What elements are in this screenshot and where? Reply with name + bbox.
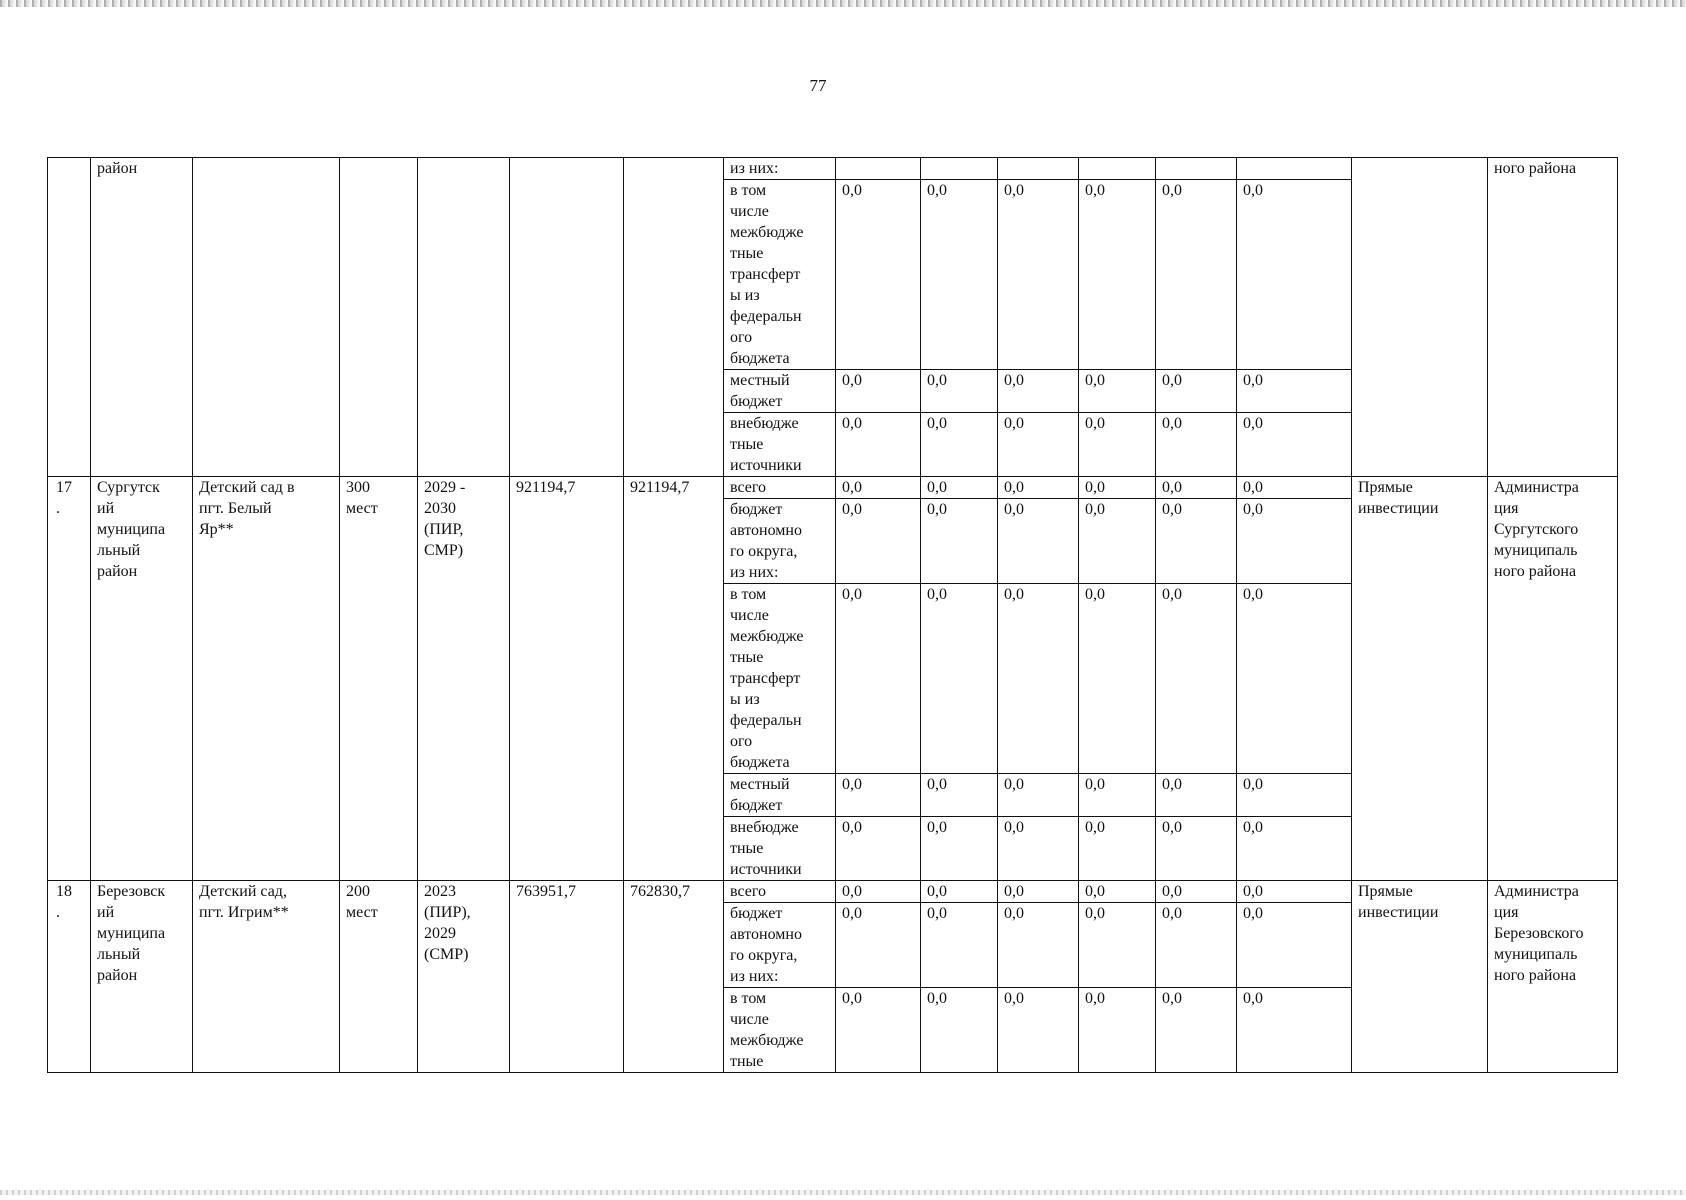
amount-cell: 0,0 [921,774,998,817]
amount-cell: 0,0 [1156,903,1237,988]
object-cell: Детский сад, пгт. Игрим** [193,881,340,1073]
capacity-cell: 200 мест [340,881,418,1073]
investment-table [47,157,1618,1073]
funding-source-cell: местный бюджет [724,774,836,817]
amount-cell: 0,0 [998,584,1079,774]
period-cell: 2023 (ПИР), 2029 (СМР) [418,881,510,1073]
table-row [48,881,1618,903]
period-cell [418,158,510,477]
amount-cell [921,158,998,180]
amount-cell: 0,0 [1237,370,1352,413]
amount-cell: 0,0 [998,370,1079,413]
amount-cell: 0,0 [836,903,921,988]
amount-cell: 0,0 [1156,881,1237,903]
amount-cell: 0,0 [1156,180,1237,370]
cost-remaining-cell: 921194,7 [624,477,724,881]
funding-source-cell: всего [724,477,836,499]
amount-cell: 0,0 [921,903,998,988]
amount-cell: 0,0 [1079,180,1156,370]
amount-cell: 0,0 [836,584,921,774]
capacity-cell [340,158,418,477]
amount-cell: 0,0 [1237,499,1352,584]
amount-cell: 0,0 [836,988,921,1073]
amount-cell: 0,0 [921,881,998,903]
amount-cell: 0,0 [921,988,998,1073]
table-row [48,477,1618,499]
amount-cell [836,158,921,180]
row-number: 18 . [48,881,91,1073]
scan-edge-bottom [0,1190,1686,1195]
amount-cell: 0,0 [836,413,921,477]
amount-cell: 0,0 [1079,370,1156,413]
amount-cell [1079,158,1156,180]
period-cell: 2029 - 2030 (ПИР, СМР) [418,477,510,881]
object-cell: Детский сад в пгт. Белый Яр** [193,477,340,881]
cost-total-cell [510,158,624,477]
amount-cell: 0,0 [1237,881,1352,903]
amount-cell: 0,0 [1079,817,1156,881]
funding-source-cell: внебюдже тные источники [724,413,836,477]
responsible-cell: Администра ция Сургутского муниципаль ного района [1488,477,1618,881]
municipality-cell: Березовск ий муниципа льный район [91,881,193,1073]
amount-cell: 0,0 [998,817,1079,881]
amount-cell: 0,0 [836,817,921,881]
amount-cell: 0,0 [1156,370,1237,413]
amount-cell: 0,0 [1156,774,1237,817]
responsible-cell: ного района [1488,158,1618,477]
amount-cell: 0,0 [1237,584,1352,774]
amount-cell: 0,0 [836,774,921,817]
amount-cell: 0,0 [921,370,998,413]
funding-source-cell: в том числе межбюдже тные трансферт ы из федеральн ого бюджета [724,180,836,370]
amount-cell [1156,158,1237,180]
amount-cell: 0,0 [998,499,1079,584]
row-number [48,158,91,477]
funding-source-cell: в том числе межбюдже тные трансферт ы из федеральн ого бюджета [724,584,836,774]
table-row [48,158,1618,180]
amount-cell: 0,0 [1156,413,1237,477]
capacity-cell: 300 мест [340,477,418,881]
cost-remaining-cell [624,158,724,477]
amount-cell: 0,0 [998,988,1079,1073]
page-number: 77 [809,76,827,95]
amount-cell: 0,0 [921,477,998,499]
funding-source-cell: внебюдже тные источники [724,817,836,881]
amount-cell: 0,0 [1079,477,1156,499]
amount-cell: 0,0 [1156,817,1237,881]
amount-cell: 0,0 [1237,903,1352,988]
amount-cell [1237,158,1352,180]
cost-remaining-cell: 762830,7 [624,881,724,1073]
amount-cell: 0,0 [1079,903,1156,988]
amount-cell: 0,0 [998,413,1079,477]
amount-cell: 0,0 [921,584,998,774]
funding-source-cell: местный бюджет [724,370,836,413]
municipality-cell: Сургутск ий муниципа льный район [91,477,193,881]
table-body [48,158,1618,1073]
amount-cell: 0,0 [836,180,921,370]
row-number: 17 . [48,477,91,881]
investment-form-cell: Прямые инвестиции [1352,881,1488,1073]
amount-cell: 0,0 [1079,774,1156,817]
amount-cell: 0,0 [921,413,998,477]
amount-cell: 0,0 [836,477,921,499]
funding-source-cell: всего [724,881,836,903]
amount-cell: 0,0 [1237,477,1352,499]
amount-cell [998,158,1079,180]
amount-cell: 0,0 [1079,881,1156,903]
amount-cell: 0,0 [1079,584,1156,774]
amount-cell: 0,0 [1156,584,1237,774]
amount-cell: 0,0 [1079,499,1156,584]
amount-cell: 0,0 [836,370,921,413]
amount-cell: 0,0 [1079,413,1156,477]
amount-cell: 0,0 [1156,477,1237,499]
funding-source-cell: бюджет автономно го округа, из них: [724,499,836,584]
amount-cell: 0,0 [1237,180,1352,370]
funding-source-cell: в том числе межбюдже тные [724,988,836,1073]
scan-edge-top [0,0,1686,7]
amount-cell: 0,0 [836,499,921,584]
investment-form-cell: Прямые инвестиции [1352,477,1488,881]
amount-cell: 0,0 [921,817,998,881]
amount-cell: 0,0 [1079,988,1156,1073]
amount-cell: 0,0 [998,774,1079,817]
amount-cell: 0,0 [1237,774,1352,817]
amount-cell: 0,0 [1237,988,1352,1073]
cost-total-cell: 921194,7 [510,477,624,881]
amount-cell: 0,0 [1237,817,1352,881]
funding-source-cell: из них: [724,158,836,180]
amount-cell: 0,0 [921,499,998,584]
municipality-cell: район [91,158,193,477]
amount-cell: 0,0 [998,180,1079,370]
amount-cell: 0,0 [998,881,1079,903]
funding-source-cell: бюджет автономно го округа, из них: [724,903,836,988]
cost-total-cell: 763951,7 [510,881,624,1073]
investment-form-cell [1352,158,1488,477]
responsible-cell: Администра ция Березовского муниципаль ного района [1488,881,1618,1073]
amount-cell: 0,0 [1156,988,1237,1073]
amount-cell: 0,0 [998,903,1079,988]
amount-cell: 0,0 [836,881,921,903]
amount-cell: 0,0 [998,477,1079,499]
amount-cell: 0,0 [1237,413,1352,477]
amount-cell: 0,0 [921,180,998,370]
amount-cell: 0,0 [1156,499,1237,584]
object-cell [193,158,340,477]
